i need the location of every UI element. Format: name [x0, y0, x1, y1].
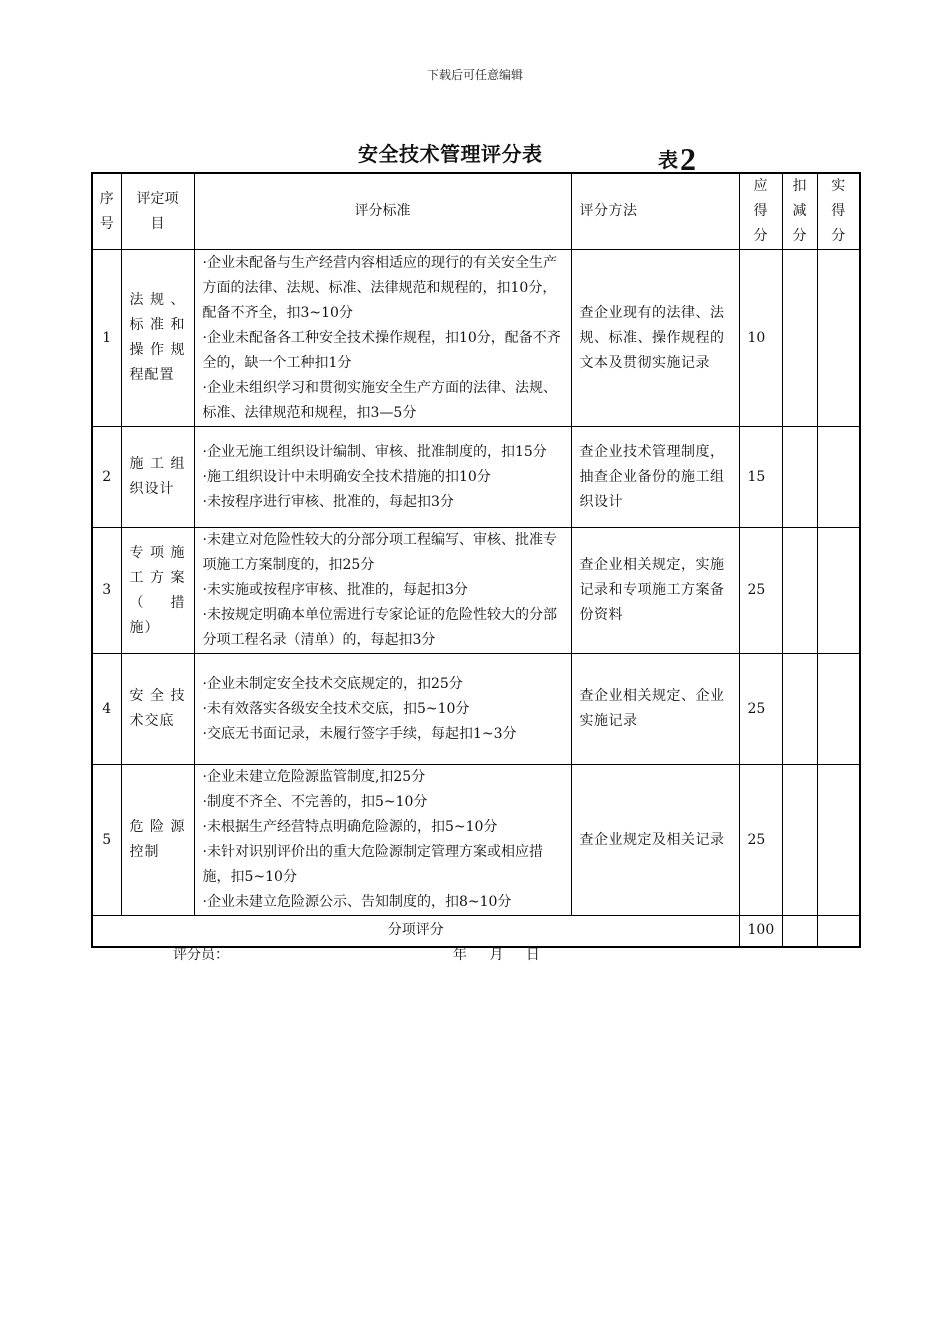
standard-line: ·未建立对危险性较大的分部分项工程编写、审核、批准专项施工方案制度的，扣25分 — [202, 532, 557, 573]
row-actual[interactable] — [817, 250, 860, 427]
standard-line: ·交底无书面记录，未履行签字手续，每起扣1~3分 — [202, 725, 517, 742]
standard-line: ·企业未组织学习和贯彻实施安全生产方面的法律、法规、标准、法律规范和规程，扣3—5分 — [202, 379, 557, 421]
table-label — [658, 138, 696, 175]
total-row — [92, 916, 860, 947]
row-actual[interactable] — [817, 765, 860, 916]
table-row — [92, 250, 860, 427]
row-standard — [194, 427, 571, 528]
row-standard — [194, 654, 571, 765]
header-actual-line: 分 — [831, 228, 846, 244]
row-item: 专项施工方案（ 措施） — [121, 528, 194, 654]
header-item — [121, 173, 194, 250]
row-item: 法规、标准和操作规程配置 — [121, 250, 194, 427]
standard-line: ·企业未配备各工种安全技术操作规程，扣10分，配备不齐全的，缺一个工种扣1分 — [202, 329, 561, 371]
row-deduct[interactable] — [782, 528, 817, 654]
row-seq: 5 — [92, 765, 121, 916]
standard-line: ·未根据生产经营特点明确危险源的，扣5~10分 — [202, 819, 498, 835]
row-actual[interactable] — [817, 528, 860, 654]
header-due — [739, 173, 782, 250]
footer — [0, 944, 950, 968]
row-seq: 4 — [92, 654, 121, 765]
row-deduct[interactable] — [782, 427, 817, 528]
header-deduct-line: 扣 — [792, 178, 807, 194]
row-method: 查企业技术管理制度，抽查企业备份的施工组织设计 — [571, 427, 739, 528]
standard-line: ·未有效落实各级安全技术交底，扣5~10分 — [202, 700, 470, 717]
date-month: 月 — [489, 947, 504, 963]
row-standard — [194, 765, 571, 916]
table-row — [92, 654, 860, 765]
row-deduct[interactable] — [782, 250, 817, 427]
header-due-line: 得 — [753, 203, 768, 219]
header-seq — [92, 173, 121, 250]
header-item-line: 目 — [150, 215, 165, 232]
table-number: 2 — [680, 141, 696, 177]
standard-line: ·未实施或按程序审核、批准的，每起扣3分 — [202, 582, 468, 598]
row-method: 查企业相关规定，实施记录和专项施工方案备份资料 — [571, 528, 739, 654]
row-seq: 1 — [92, 250, 121, 427]
header-due-line: 应 — [753, 178, 768, 194]
row-deduct[interactable] — [782, 765, 817, 916]
row-standard — [194, 250, 571, 427]
standard-line: ·企业未建立危险源监管制度,扣25分 — [202, 769, 426, 785]
row-actual[interactable] — [817, 427, 860, 528]
row-due: 25 — [739, 528, 782, 654]
score-table — [91, 172, 861, 948]
header-deduct-line: 减 — [792, 203, 807, 219]
header-actual — [817, 173, 860, 250]
row-due: 25 — [739, 765, 782, 916]
standard-line: ·企业未建立危险源公示、告知制度的，扣8~10分 — [202, 894, 512, 910]
standard-line: ·未按程序进行审核、批准的，每起扣3分 — [202, 493, 454, 510]
row-method: 查企业现有的法律、法规、标准、操作规程的文本及贯彻实施记录 — [571, 250, 739, 427]
header-deduct-line: 分 — [792, 228, 807, 244]
row-seq: 3 — [92, 528, 121, 654]
row-deduct[interactable] — [782, 654, 817, 765]
row-item: 安全技术交底 — [121, 654, 194, 765]
total-deduct[interactable] — [782, 916, 817, 947]
header-standard: 评分标准 — [194, 173, 571, 250]
header-actual-line: 得 — [831, 203, 846, 219]
row-seq: 2 — [92, 427, 121, 528]
standard-line: ·未针对识别评价出的重大危险源制定管理方案或相应措施，扣5~10分 — [202, 844, 543, 885]
page-title: 安全技术管理评分表 — [358, 142, 543, 166]
standard-line: ·未按规定明确本单位需进行专家论证的危险性较大的分部分项工程名录（清单）的，每起扣3分 — [202, 607, 557, 648]
standard-line: ·施工组织设计中未明确安全技术措施的扣10分 — [202, 468, 491, 485]
scorer-label: 评分员： — [173, 947, 229, 963]
total-actual[interactable] — [817, 916, 860, 947]
row-due: 10 — [739, 250, 782, 427]
header-seq-line: 号 — [99, 215, 114, 232]
row-standard — [194, 528, 571, 654]
date-fields — [453, 944, 558, 964]
header-actual-line: 实 — [831, 178, 846, 194]
header-method: 评分方法 — [571, 173, 739, 250]
table-row — [92, 765, 860, 916]
row-method: 查企业规定及相关记录 — [571, 765, 739, 916]
header-due-line: 分 — [753, 228, 768, 244]
row-due: 25 — [739, 654, 782, 765]
header-item-line: 评定项 — [136, 190, 179, 207]
standard-line: ·制度不齐全、不完善的，扣5~10分 — [202, 794, 428, 810]
standard-line: ·企业未配备与生产经营内容相适应的现行的有关安全生产方面的法律、法规、标准、法律规范和规程的，扣10分，配备不齐全，扣3~10分 — [202, 254, 557, 321]
table-label-text: 表 — [658, 148, 678, 172]
row-item: 施工组织设计 — [121, 427, 194, 528]
row-actual[interactable] — [817, 654, 860, 765]
header-deduct — [782, 173, 817, 250]
row-method: 查企业相关规定、企业实施记录 — [571, 654, 739, 765]
table-header-row — [92, 173, 860, 250]
row-due: 15 — [739, 427, 782, 528]
row-item: 危险源控制 — [121, 765, 194, 916]
header-seq-line: 序 — [99, 190, 114, 207]
header-note: 下载后可任意编辑 — [426, 68, 523, 82]
standard-line: ·企业无施工组织设计编制、审核、批准制度的，扣15分 — [202, 443, 547, 460]
total-due: 100 — [739, 916, 782, 947]
total-label: 分项评分 — [92, 916, 739, 947]
table-row — [92, 427, 860, 528]
table-row — [92, 528, 860, 654]
standard-line: ·企业未制定安全技术交底规定的，扣25分 — [202, 675, 463, 692]
date-year: 年 — [453, 947, 467, 963]
title-row — [0, 128, 950, 177]
date-day: 日 — [525, 947, 540, 963]
